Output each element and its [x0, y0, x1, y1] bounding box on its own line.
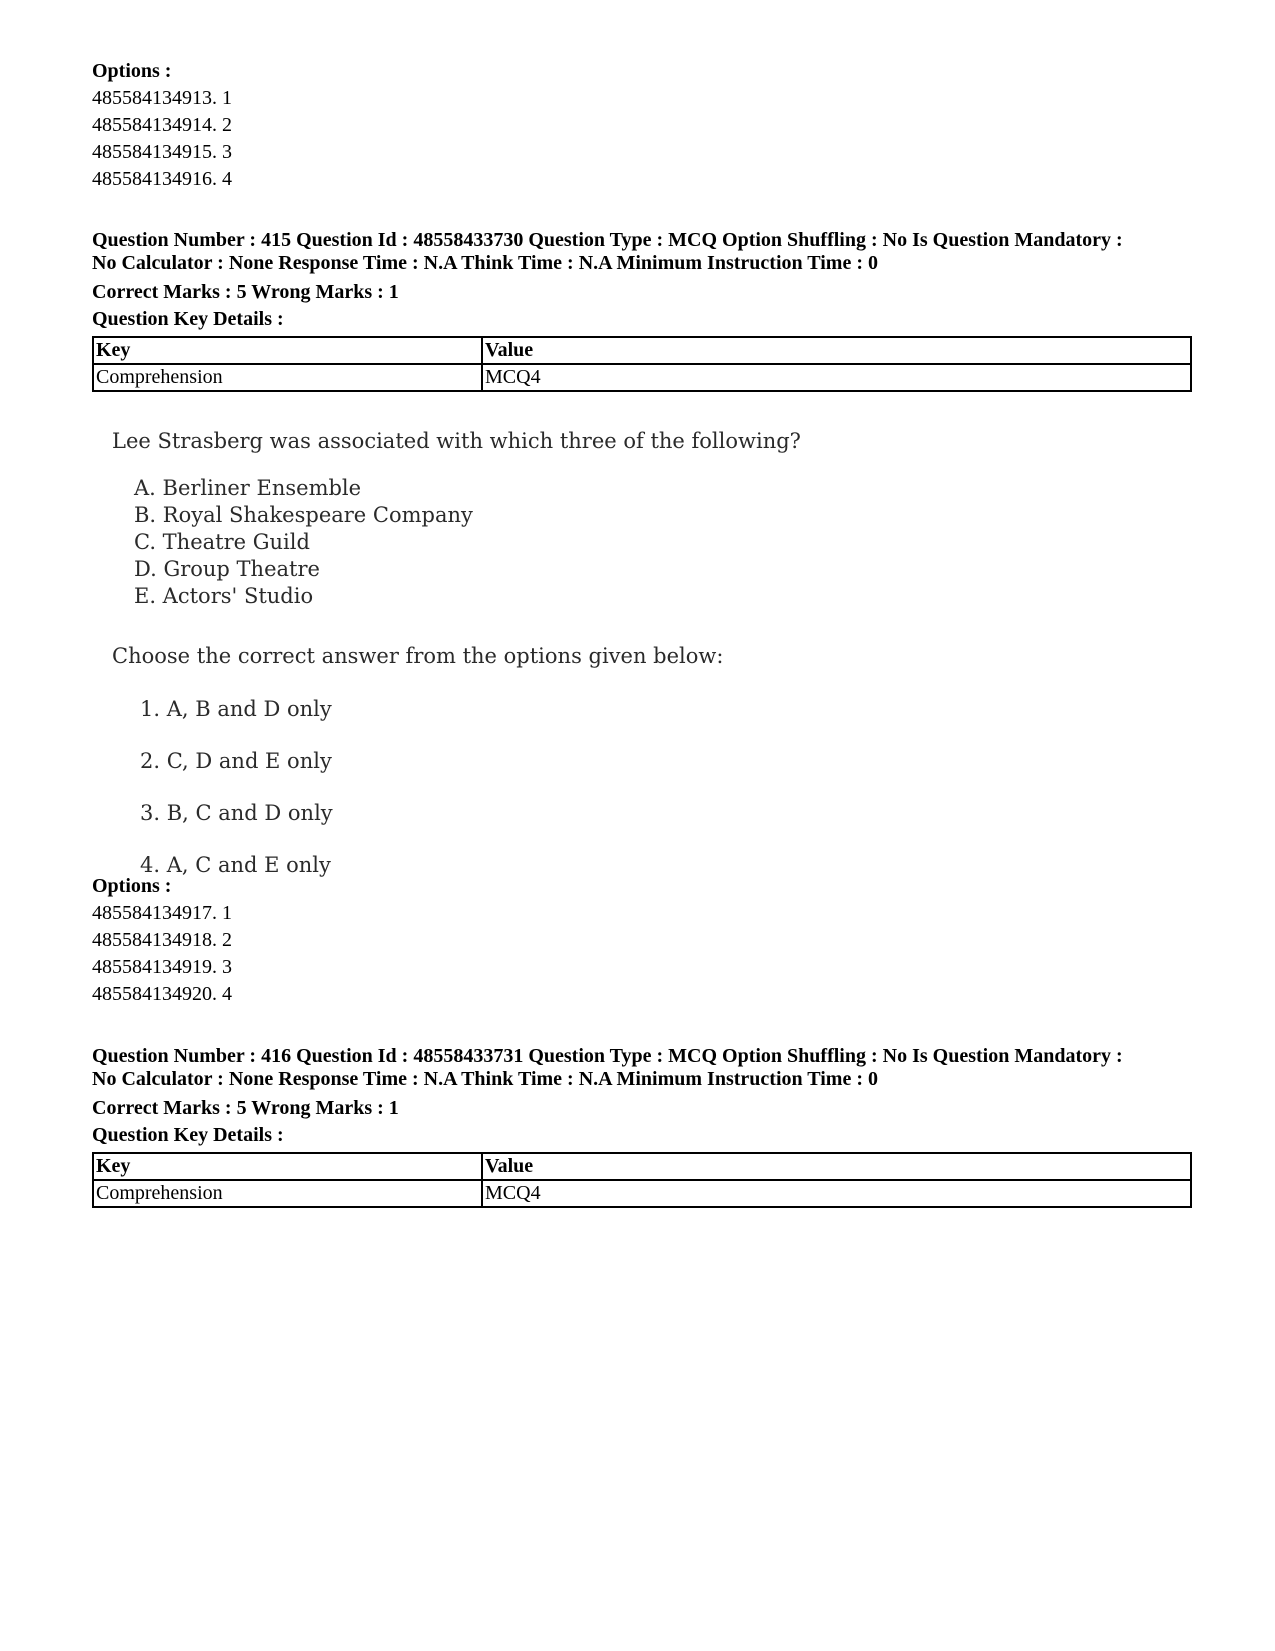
option-item: 485584134918. 2 [92, 929, 232, 951]
prev-options-section [92, 58, 1192, 193]
option-item: 485584134914. 2 [92, 114, 232, 136]
table-row [93, 364, 1191, 391]
answer-choice: 2. C, D and E only [140, 749, 332, 773]
key-details-table [92, 336, 1192, 392]
table-row [93, 1180, 1191, 1207]
options-heading: Options : [92, 60, 172, 82]
marks-line: Correct Marks : 5 Wrong Marks : 1 [92, 281, 399, 303]
key-details-label: Question Key Details : [92, 1124, 284, 1146]
key-details-table [92, 1152, 1192, 1208]
statement-item: C. Theatre Guild [134, 530, 310, 554]
answer-choice: 1. A, B and D only [140, 697, 332, 721]
choose-instruction: Choose the correct answer from the options given below: [112, 644, 724, 668]
options-heading: Options : [92, 875, 172, 897]
table-cell-key: Comprehension [93, 364, 482, 391]
statement-item: D. Group Theatre [134, 557, 320, 581]
option-item: 485584134917. 1 [92, 902, 232, 924]
statement-item: A. Berliner Ensemble [134, 476, 362, 500]
table-cell-value: MCQ4 [482, 1180, 1191, 1207]
table-header-value: Value [482, 337, 1191, 364]
statement-item: E. Actors' Studio [134, 584, 314, 608]
statement-item: B. Royal Shakespeare Company [134, 503, 473, 527]
table-header-value: Value [482, 1153, 1191, 1180]
question-stem: Lee Strasberg was associated with which three of the following? [112, 429, 801, 453]
question-415-options [92, 873, 1192, 1008]
table-header-key: Key [93, 1153, 482, 1180]
question-meta-line1: Question Number : 415 Question Id : 48558433730 Question Type : MCQ Option Shuffling : No Is Question Mandatory : [92, 229, 1123, 251]
question-416-meta [92, 1045, 1192, 1091]
option-item: 485584134916. 4 [92, 168, 232, 190]
key-details-label: Question Key Details : [92, 308, 284, 330]
answer-choice: 4. A, C and E only [140, 853, 331, 877]
option-item: 485584134920. 4 [92, 983, 232, 1005]
question-416-marks-section [92, 1095, 1192, 1208]
question-415-meta [92, 229, 1192, 275]
marks-line: Correct Marks : 5 Wrong Marks : 1 [92, 1097, 399, 1119]
table-cell-value: MCQ4 [482, 364, 1191, 391]
question-meta-line2: No Calculator : None Response Time : N.A Think Time : N.A Minimum Instruction Time : 0 [92, 1068, 878, 1090]
table-cell-key: Comprehension [93, 1180, 482, 1207]
option-item: 485584134913. 1 [92, 87, 232, 109]
table-header-row [93, 337, 1191, 364]
option-item: 485584134915. 3 [92, 141, 232, 163]
table-header-key: Key [93, 337, 482, 364]
question-meta-line2: No Calculator : None Response Time : N.A Think Time : N.A Minimum Instruction Time : 0 [92, 252, 878, 274]
option-item: 485584134919. 3 [92, 956, 232, 978]
question-meta-line1: Question Number : 416 Question Id : 48558433731 Question Type : MCQ Option Shuffling : No Is Question Mandatory : [92, 1045, 1123, 1067]
table-header-row [93, 1153, 1191, 1180]
question-415-marks-section [92, 279, 1192, 392]
answer-choice: 3. B, C and D only [140, 801, 333, 825]
